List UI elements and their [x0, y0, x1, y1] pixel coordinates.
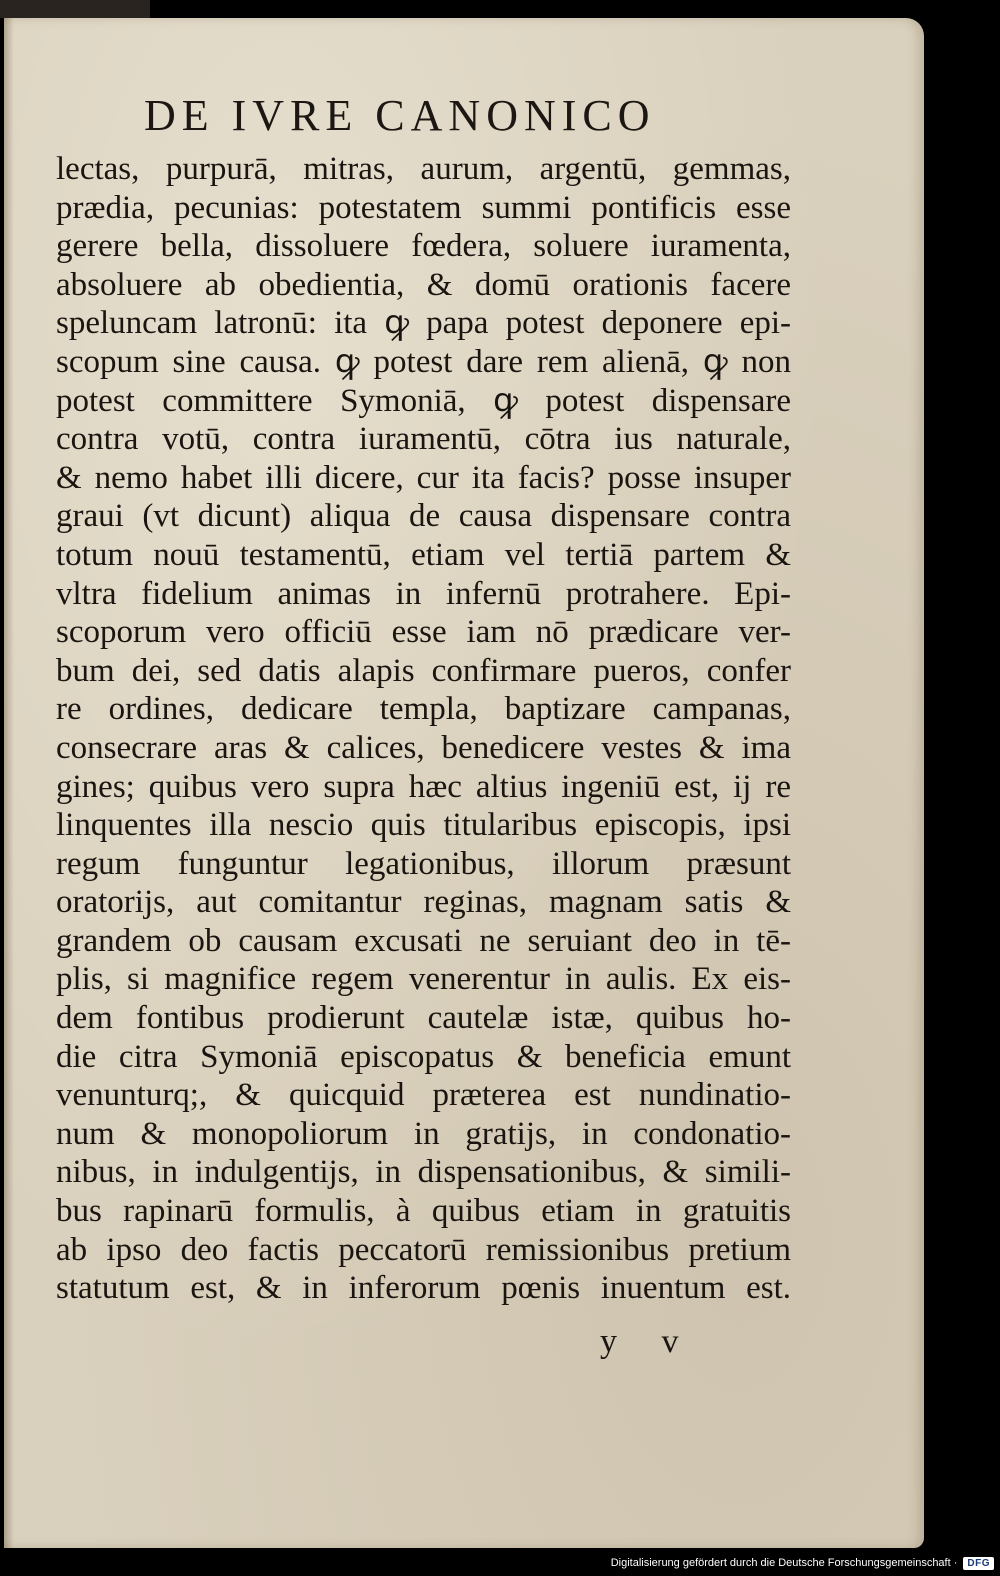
- text-line: totum nouū testamentū, etiam vel tertiā partem &: [56, 536, 791, 573]
- text-line: bum dei, sed datis alapis confirmare pueros, confer: [56, 652, 791, 689]
- text-line: absoluere ab obedientia, & domū orationis facere: [56, 266, 791, 303]
- text-line: potest committere Symoniā, ꝙ potest dispensare: [56, 382, 791, 419]
- text-line: num & monopoliorum in gratijs, in condonatio-: [56, 1115, 791, 1152]
- text-line: nibus, in indulgentijs, in dispensationibus, & simili-: [56, 1154, 791, 1191]
- text-line: graui (vt dicunt) aliqua de causa dispensare contra: [56, 498, 791, 535]
- text-line: statutum est, & in inferorum pœnis inuentum est.: [56, 1270, 791, 1307]
- text-line: re ordines, dedicare templa, baptizare campanas,: [56, 691, 791, 728]
- text-line: gines; quibus vero supra hæc altius ingeniū est, ij re: [56, 768, 791, 805]
- text-line: grandem ob causam excusati ne seruiant deo in tē-: [56, 922, 791, 959]
- book-page: [4, 18, 924, 1548]
- page-gutter-shadow: [4, 18, 14, 1548]
- text-line: ab ipso deo factis peccatorū remissionibus pretium: [56, 1231, 791, 1268]
- footer-credit: Digitalisierung gefördert durch die Deutsche Forschungsgemeinschaft ·: [610, 1557, 958, 1569]
- body-text: [56, 150, 791, 1308]
- signature-mark: y v: [600, 1323, 697, 1360]
- text-line: plis, si magnifice regem venerentur in aulis. Ex eis-: [56, 961, 791, 998]
- text-line: gerere bella, dissoluere fœdera, soluere iuramenta,: [56, 228, 791, 265]
- binding-strip: [0, 0, 150, 18]
- text-line: & nemo habet illi dicere, cur ita facis? posse insuper: [56, 459, 791, 496]
- text-line: bus rapinarū formulis, à quibus etiam in gratuitis: [56, 1193, 791, 1230]
- text-line: die citra Symoniā episcopatus & beneficia emunt: [56, 1038, 791, 1075]
- text-line: vltra fidelium animas in infernū protrahere. Epi-: [56, 575, 791, 612]
- text-line: speluncam latronū: ita ꝙ papa potest deponere epi-: [56, 305, 791, 342]
- text-line: linquentes illa nescio quis titularibus episcopis, ipsi: [56, 807, 791, 844]
- text-line: contra votū, contra iuramentū, cōtra ius naturale,: [56, 421, 791, 458]
- text-line: venunturq;, & quicquid præterea est nundinatio-: [56, 1077, 791, 1114]
- text-line: oratorijs, aut comitantur reginas, magnam satis &: [56, 884, 791, 921]
- running-head: DE IVRE CANONICO: [144, 91, 656, 140]
- dfg-logo-icon: DFG: [963, 1557, 994, 1570]
- text-line: scoporum vero officiū esse iam nō prædicare ver-: [56, 614, 791, 651]
- text-line: lectas, purpurā, mitras, aurum, argentū, gemmas,: [56, 151, 791, 187]
- text-line: dem fontibus prodierunt cautelæ istæ, quibus ho-: [56, 1000, 791, 1037]
- digitization-footer: [611, 1554, 994, 1572]
- text-line: prædia, pecunias: potestatem summi pontificis esse: [56, 189, 791, 226]
- text-line: regum funguntur legationibus, illorum præsunt: [56, 845, 791, 882]
- text-line: scopum sine causa. ꝙ potest dare rem alienā, ꝙ non: [56, 343, 791, 380]
- text-line: consecrare aras & calices, benedicere vestes & ima: [56, 729, 791, 766]
